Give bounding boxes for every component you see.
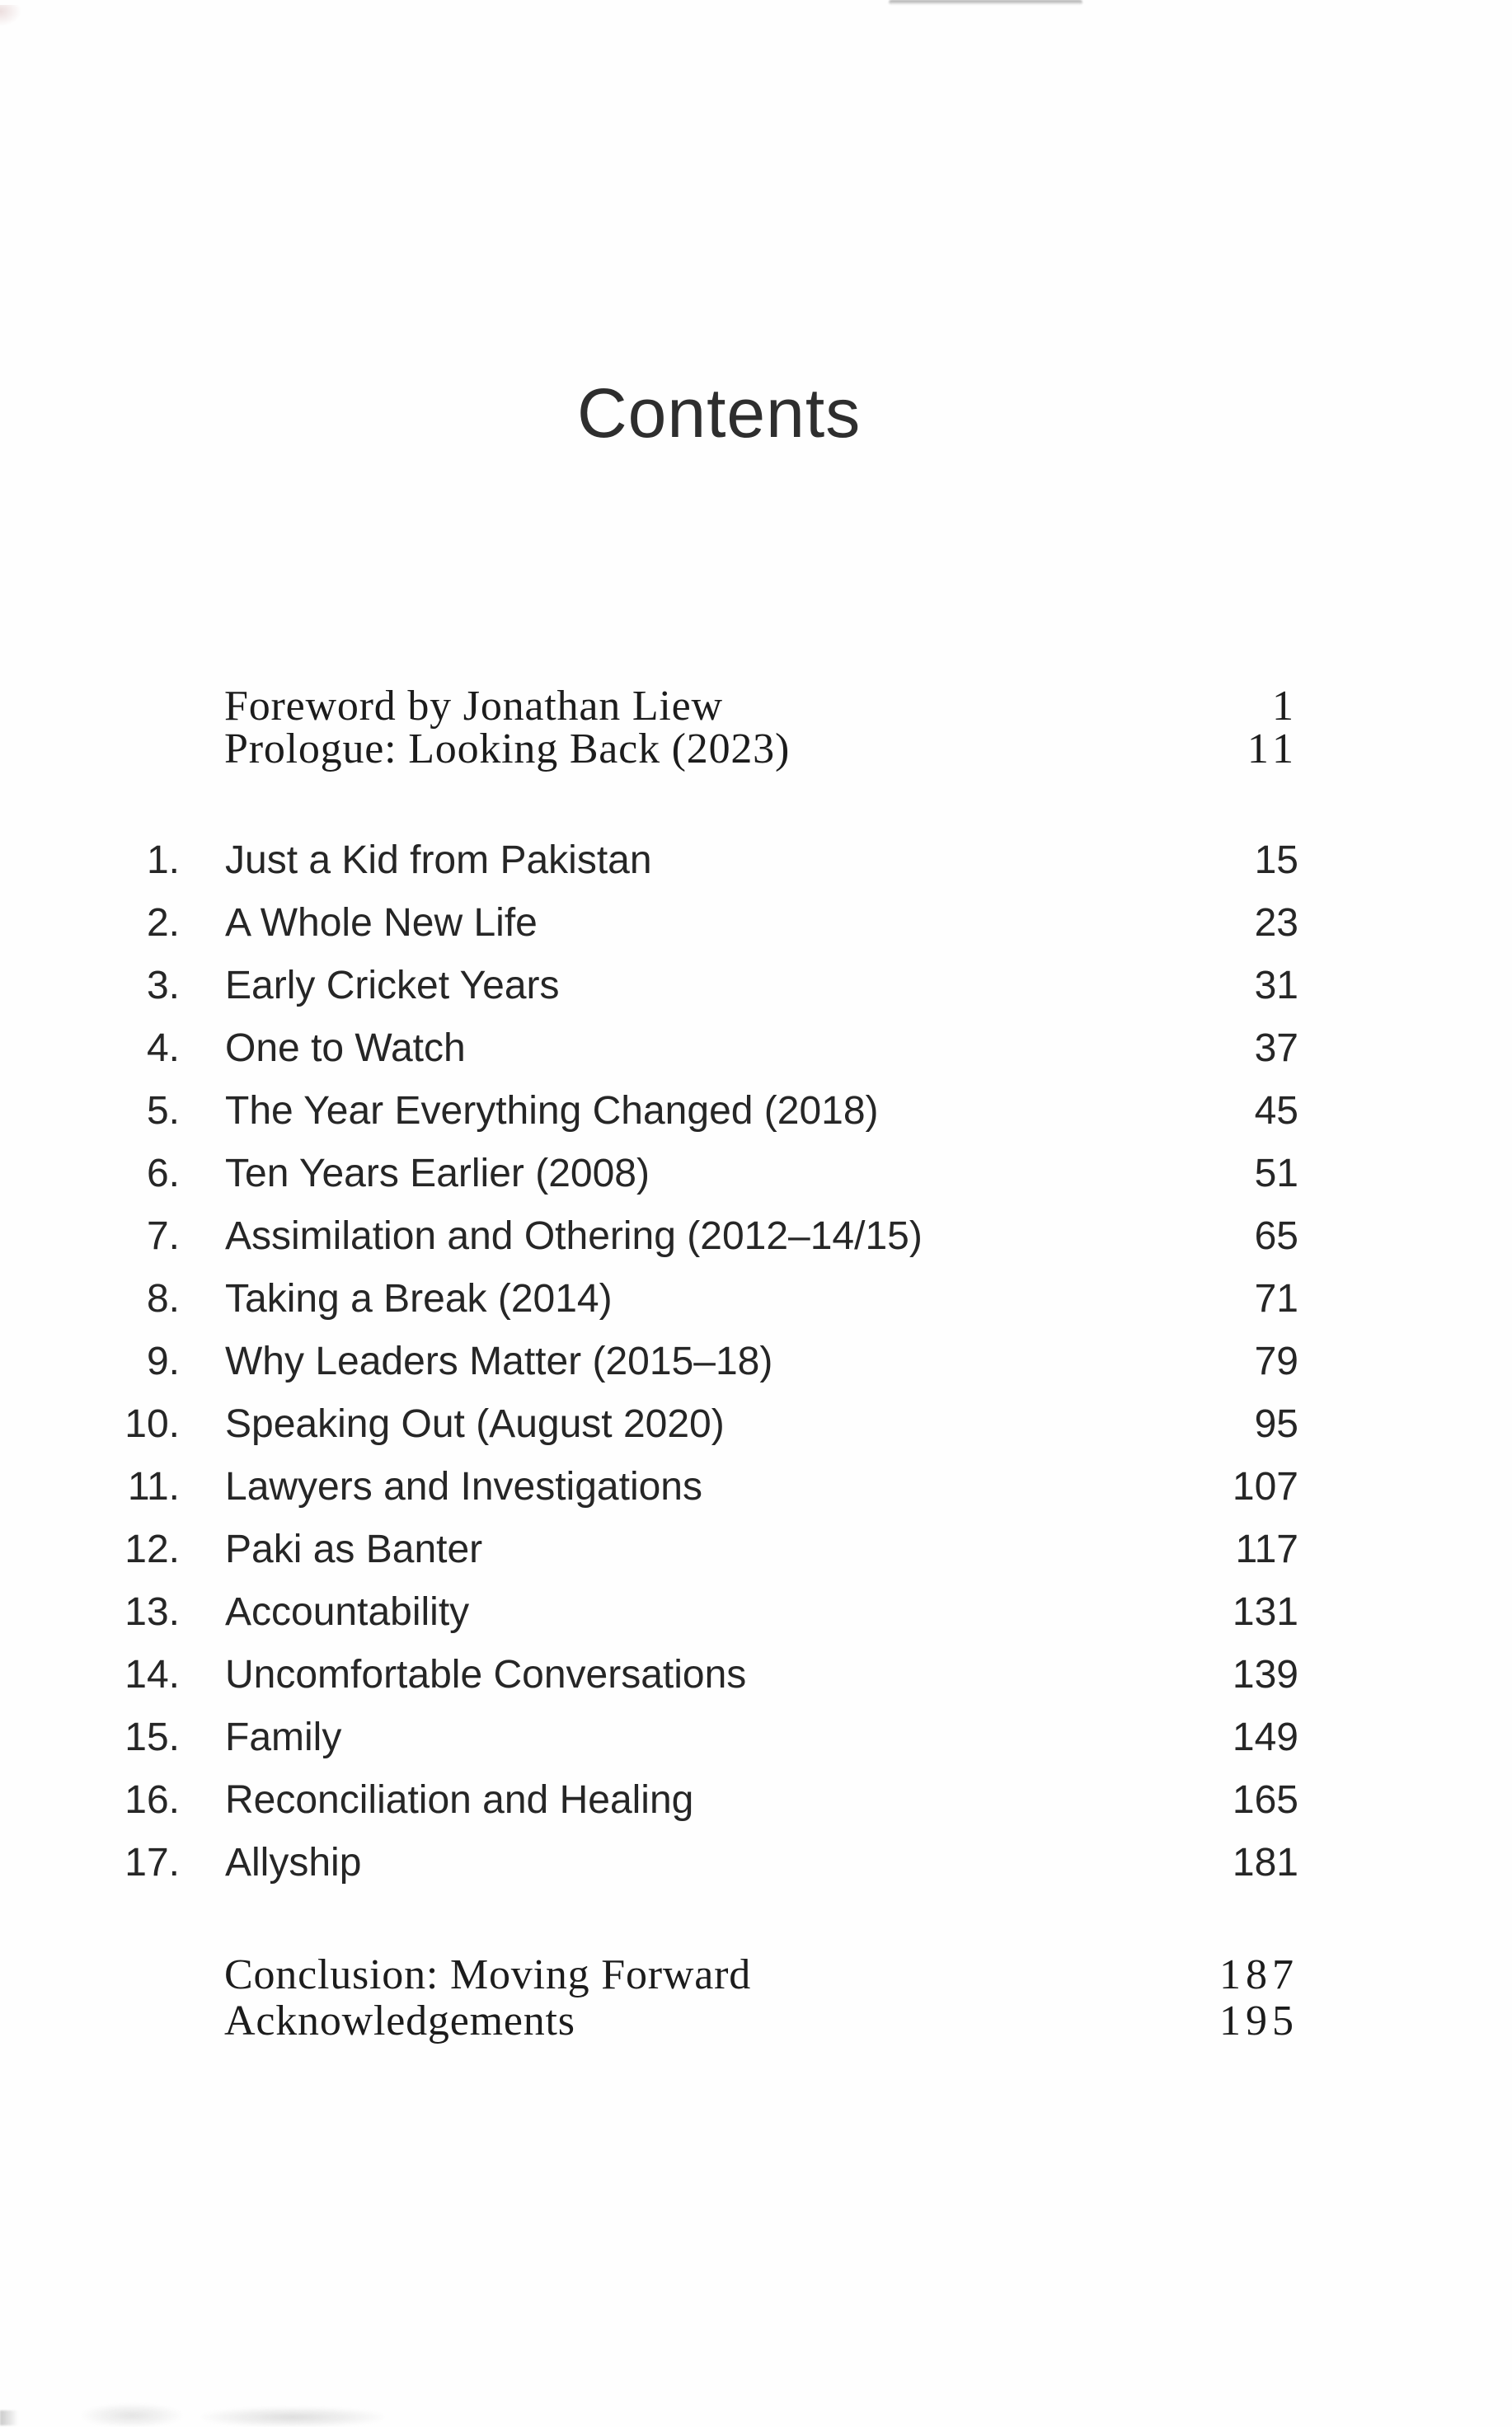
- chapter-page-number: 131: [1232, 1590, 1298, 1634]
- toc-entry-label: Acknowledgements: [224, 1997, 575, 2044]
- chapter-number: 12.: [124, 1528, 180, 1571]
- chapter-page-number: 37: [1254, 1026, 1298, 1070]
- chapter-number: 17.: [124, 1841, 180, 1885]
- chapter-page-number: 149: [1232, 1716, 1298, 1759]
- scan-artifact-top-left: [0, 5, 21, 26]
- chapter-number: 14.: [124, 1653, 180, 1697]
- chapter-page-number: 45: [1254, 1089, 1298, 1133]
- chapter-page-number: 65: [1254, 1214, 1298, 1258]
- chapter-number: 11.: [127, 1465, 180, 1509]
- chapter-title: Assimilation and Othering (2012–14/15): [225, 1214, 923, 1258]
- chapter-number: 6.: [146, 1152, 180, 1195]
- chapter-title: Allyship: [225, 1841, 362, 1885]
- scan-artifact-bottom-left: [0, 2411, 18, 2425]
- chapter-page-number: 71: [1254, 1277, 1298, 1321]
- chapter-number: 7.: [146, 1214, 180, 1258]
- chapter-number: 5.: [146, 1089, 180, 1133]
- chapter-number: 9.: [146, 1340, 180, 1383]
- chapter-number: 1.: [146, 838, 180, 882]
- chapter-title: Paki as Banter: [225, 1528, 483, 1571]
- chapter-page-number: 181: [1232, 1841, 1298, 1885]
- chapter-title: Speaking Out (August 2020): [225, 1402, 725, 1446]
- chapter-page-number: 79: [1254, 1340, 1298, 1383]
- toc-entry-page-number: 1: [1272, 683, 1298, 730]
- chapter-title: Just a Kid from Pakistan: [225, 838, 652, 882]
- chapter-page-number: 139: [1232, 1653, 1298, 1697]
- chapter-title: The Year Everything Changed (2018): [225, 1089, 879, 1133]
- chapter-page-number: 15: [1254, 838, 1298, 882]
- chapter-page-number: 107: [1232, 1465, 1298, 1509]
- chapter-number: 8.: [146, 1277, 180, 1321]
- toc-entry-label: Conclusion: Moving Forward: [224, 1951, 752, 1998]
- chapter-number: 3.: [146, 964, 180, 1007]
- chapter-number: 2.: [146, 901, 180, 945]
- toc-entry-label: Prologue: Looking Back (2023): [224, 725, 791, 772]
- scan-artifact-bottom-smudge: [202, 2407, 383, 2427]
- chapter-page-number: 95: [1254, 1402, 1298, 1446]
- chapter-page-number: 165: [1232, 1778, 1298, 1822]
- scan-artifact-top-streak: [889, 0, 1082, 5]
- chapter-page-number: 23: [1254, 901, 1298, 945]
- chapter-number: 4.: [146, 1026, 180, 1070]
- chapter-page-number: 117: [1235, 1528, 1298, 1571]
- chapter-number: 15.: [124, 1716, 180, 1759]
- chapter-page-number: 51: [1254, 1152, 1298, 1195]
- toc-entry-page-number: 11: [1247, 725, 1298, 772]
- chapter-title: Taking a Break (2014): [225, 1277, 613, 1321]
- scan-artifact-bottom-smudge: [82, 2404, 181, 2427]
- chapter-title: One to Watch: [225, 1026, 466, 1070]
- chapter-title: Ten Years Earlier (2008): [225, 1152, 650, 1195]
- toc-entry-label: Foreword by Jonathan Liew: [224, 683, 723, 730]
- chapter-title: Accountability: [225, 1590, 470, 1634]
- chapter-title: Lawyers and Investigations: [225, 1465, 702, 1509]
- chapter-number: 10.: [124, 1402, 180, 1446]
- page-title: Contents: [577, 374, 862, 452]
- chapter-title: A Whole New Life: [225, 901, 538, 945]
- toc-entry-page-number: 187: [1219, 1951, 1298, 1998]
- chapter-title: Why Leaders Matter (2015–18): [225, 1340, 773, 1383]
- toc-entry-page-number: 195: [1219, 1997, 1298, 2044]
- chapter-title: Uncomfortable Conversations: [225, 1653, 747, 1697]
- chapter-number: 16.: [124, 1778, 180, 1822]
- chapter-number: 13.: [124, 1590, 180, 1634]
- chapter-title: Reconciliation and Healing: [225, 1778, 694, 1822]
- chapter-title: Family: [225, 1716, 342, 1759]
- chapter-page-number: 31: [1254, 964, 1298, 1007]
- chapter-title: Early Cricket Years: [225, 964, 560, 1007]
